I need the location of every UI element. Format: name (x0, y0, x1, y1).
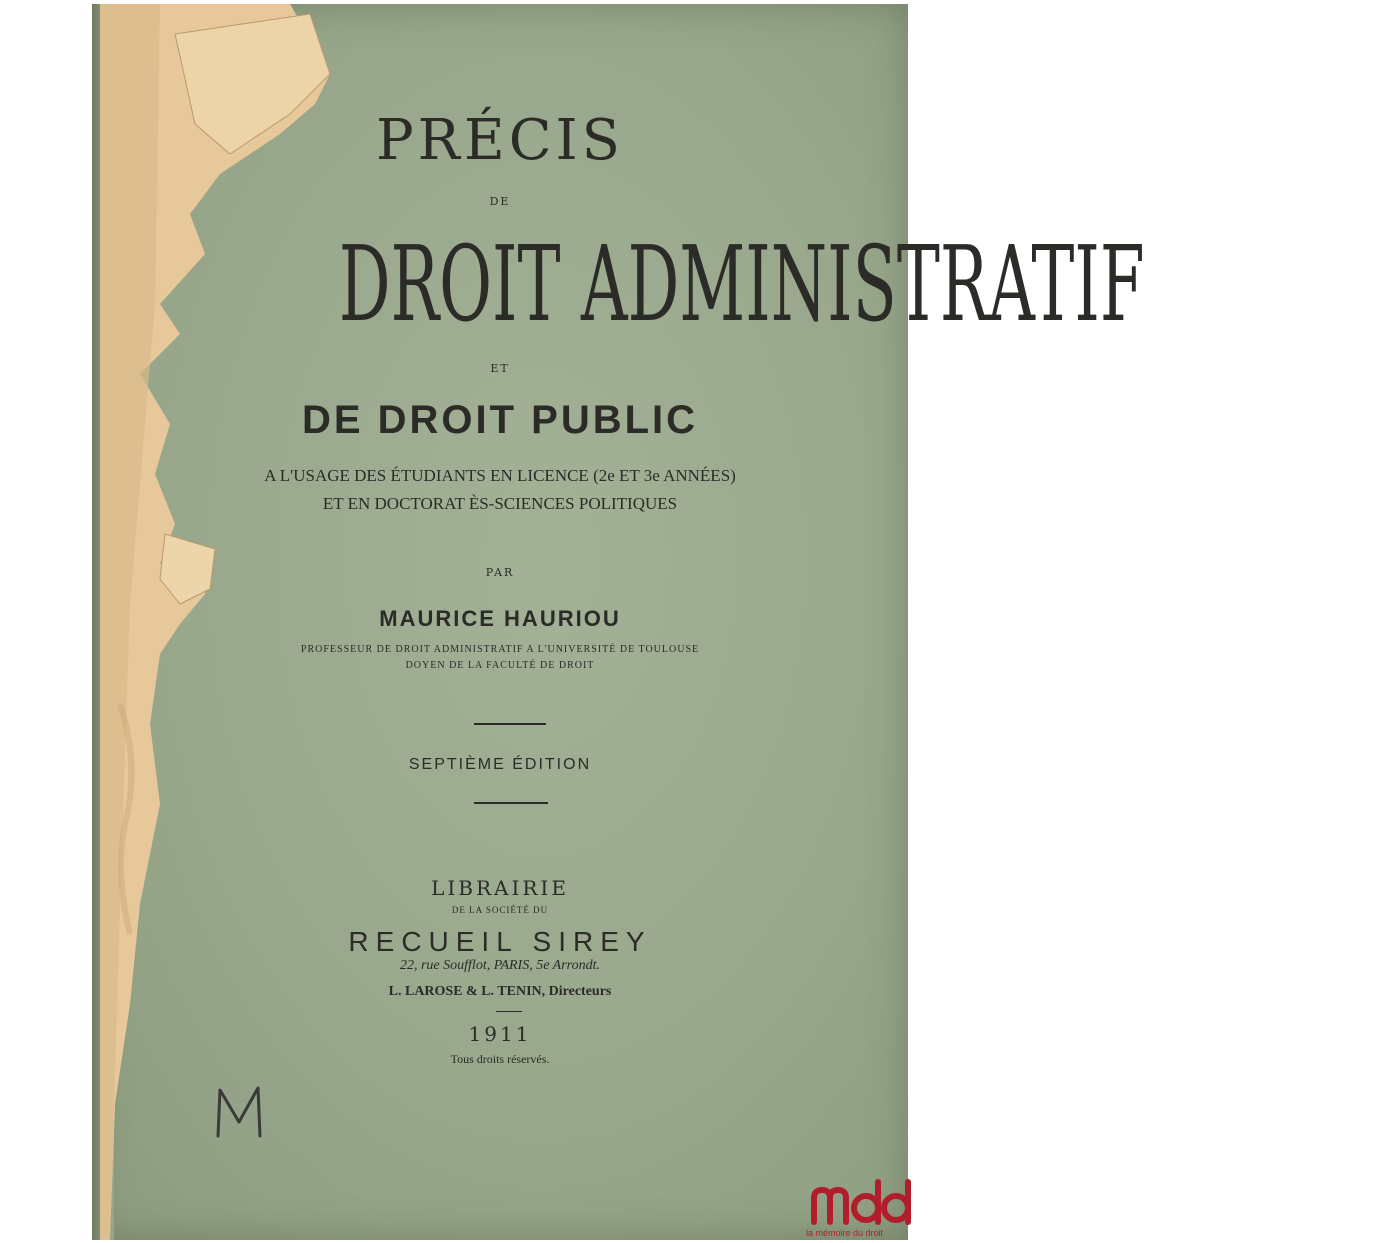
publisher-name: RECUEIL SIREY (348, 926, 652, 957)
by-label: PAR (485, 566, 515, 579)
title-connector-de: DE (489, 195, 511, 208)
rights-notice: Tous droits réservés. (450, 1052, 550, 1066)
publisher-librairie: LIBRAIRIE (431, 876, 569, 900)
publication-year: 1911 (468, 1022, 532, 1046)
divider-rule (474, 802, 548, 804)
handwritten-mark (212, 1084, 266, 1140)
author-title-1: PROFESSEUR DE DROIT ADMINISTRATIF A L'UNIVERSITÉ DE TOULOUSE (300, 644, 700, 655)
subtitle: DE DROIT PUBLIC (301, 398, 699, 442)
usage-line-2: ET EN DOCTORAT ÈS-SCIENCES POLITIQUES (322, 494, 678, 513)
main-title-text: DROIT ADMINISTRATIF (338, 223, 1145, 345)
author-title-2: DOYEN DE LA FACULTÉ DE DROIT (405, 660, 595, 671)
publisher-societe: DE LA SOCIÉTÉ DU (451, 905, 549, 915)
main-title (92, 223, 1145, 345)
edition-label: SEPTIÈME ÉDITION (408, 756, 592, 773)
divider-rule (496, 1011, 522, 1012)
publisher-address: 22, rue Soufflot, PARIS, 5e Arrondt. (399, 958, 600, 973)
author-name: MAURICE HAURIOU (379, 606, 621, 631)
usage-line-1: A L'USAGE DES ÉTUDIANTS EN LICENCE (2e ET 3e ANNÉES) (264, 466, 736, 485)
publisher-directors: L. LAROSE & L. TENIN, Directeurs (388, 984, 612, 999)
title-connector-et: ET (490, 362, 510, 375)
title-precis: PRÉCIS (375, 108, 625, 173)
divider-rule (474, 723, 546, 725)
watermark-caption: la mémoire du droit (806, 1228, 884, 1238)
